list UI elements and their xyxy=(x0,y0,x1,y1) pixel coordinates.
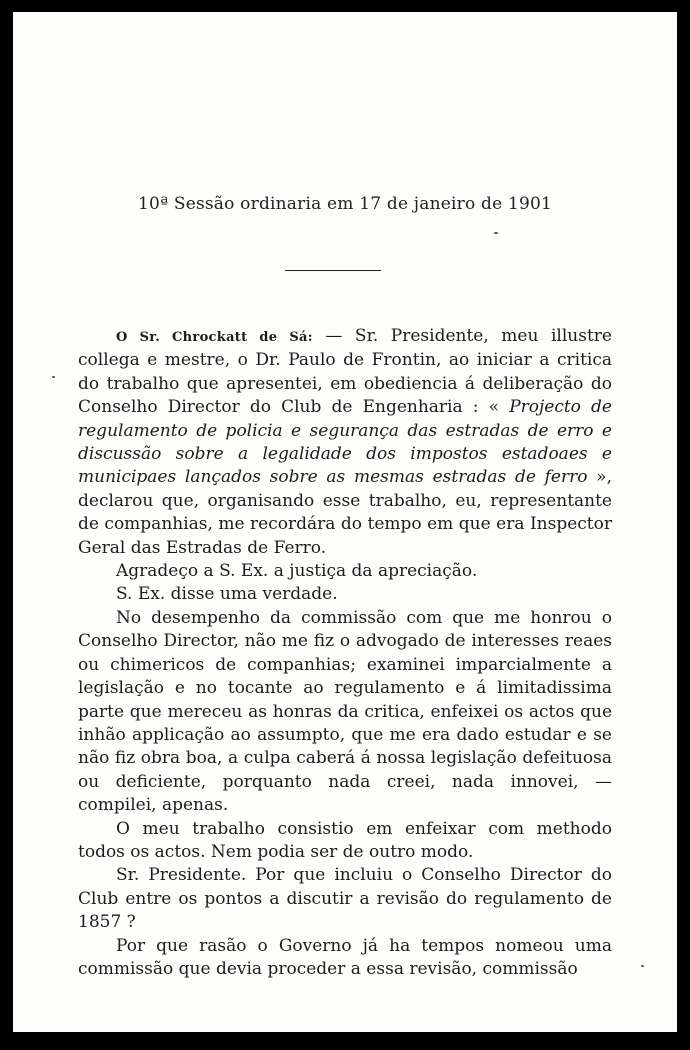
paragraph-1-rest: », declarou que, organisando esse trabalho, eu, representante de companhias, me recordára do tempo em que era Inspector Geral das Estradas de Ferro. xyxy=(78,467,612,558)
paragraph-1-intro: — Sr. Presidente, meu illustre collega e mestre, o Dr. Paulo de Frontin, ao iniciar a critica do trabalho que apresentei, em obediencia á deliberação do Conselho Director do Club de Engenharia : « xyxy=(78,326,612,418)
paragraph-5: O meu trabalho consistio em enfeixar com methodo todos os actos. Nem podia ser de outro modo. xyxy=(78,818,612,862)
paragraph-3: S. Ex. disse uma verdade. xyxy=(116,584,338,605)
ink-speck xyxy=(52,376,55,378)
paragraph-6: Sr. Presidente. Por que incluiu o Conselho Director do Club entre os pontos a discutir a revisão do regulamento de 1857 ? xyxy=(78,865,612,933)
ink-speck xyxy=(641,965,644,967)
speaker-name: O Sr. Chrockatt de Sá: xyxy=(116,330,313,345)
ink-speck xyxy=(494,232,498,234)
paragraph-1 xyxy=(78,325,612,560)
paragraph-2: Agradeço a S. Ex. a justiça da apreciação. xyxy=(116,561,478,582)
paragraph-4: No desempenho da commissão com que me honrou o Conselho Director, não me fiz o advogado de interesses reaes ou chimericos de companhias; examinei imparcialmente a legislação e no tocante ao regulamento e á limitadissima parte que mereceu as honras da critica, enfeixei os actos que inhão applicação ao assumpto, que me era dado estudar e se não fiz obra boa, a culpa caberá á nossa legislação defeituosa ou deficiente, porquanto nada creei, nada innovei, — compilei, apenas. xyxy=(78,607,612,816)
session-title: 10ª Sessão ordinaria em 17 de janeiro de 1901 xyxy=(137,194,553,214)
paragraph-7: Por que rasão o Governo já ha tempos nomeou uma commissão que devia proceder a essa revisão, commissão xyxy=(78,935,612,979)
document-body xyxy=(78,325,612,981)
title-divider xyxy=(285,270,381,271)
document-page xyxy=(13,12,677,1032)
project-title: Projecto de regulamento de policia e segurança das estradas de erro e discussão sobre a legalidade dos impostos estadoaes e municipaes lançados sobre as mesmas estradas de ferro xyxy=(78,397,612,488)
